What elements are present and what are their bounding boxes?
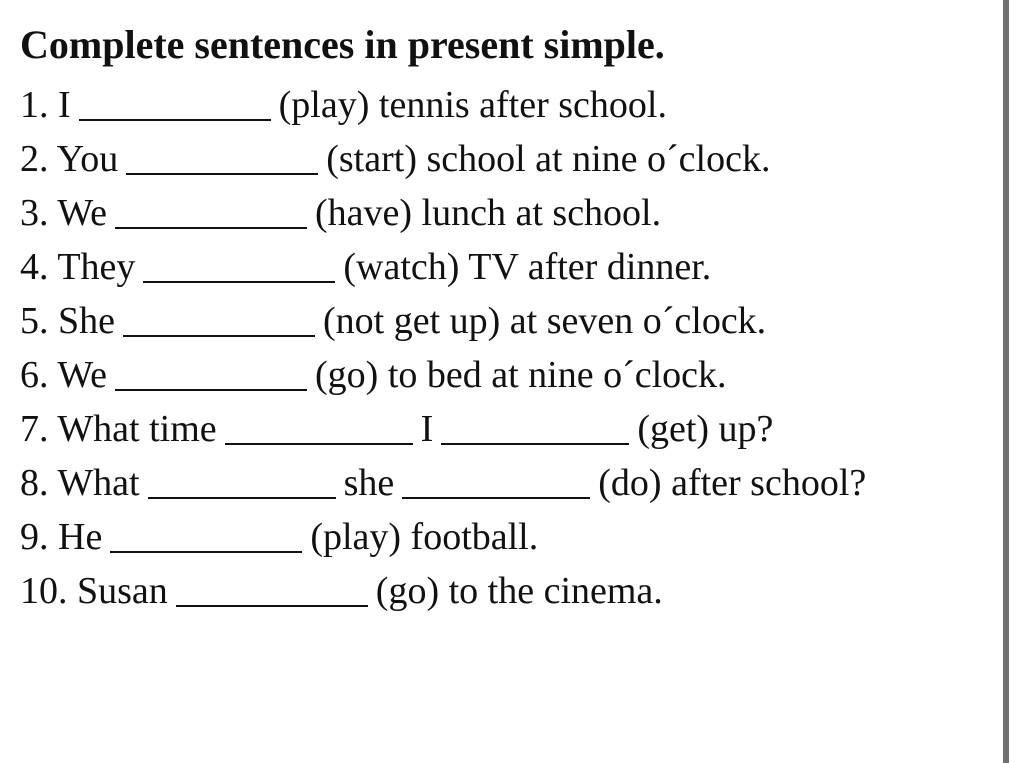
exercise-item-3	[20, 186, 866, 240]
item-subject: she	[343, 462, 395, 504]
exercise-item-5	[20, 294, 866, 348]
answer-blank[interactable]	[148, 497, 336, 499]
answer-blank[interactable]	[115, 389, 307, 391]
item-verb-hint: (play) tennis after school.	[278, 84, 667, 126]
item-prompt: 10. Susan	[20, 570, 168, 612]
item-verb-hint: (watch) TV after dinner.	[343, 246, 712, 288]
page-edge-divider	[1003, 0, 1009, 763]
item-subject: I	[420, 408, 434, 450]
answer-blank[interactable]	[441, 443, 629, 445]
exercise-item-7	[20, 402, 866, 456]
worksheet-title: Complete sentences in present simple.	[20, 22, 665, 67]
item-verb-hint: (do) after school?	[598, 462, 867, 504]
exercise-item-4	[20, 240, 866, 294]
answer-blank[interactable]	[115, 227, 307, 229]
answer-blank[interactable]	[402, 497, 590, 499]
exercise-item-6	[20, 348, 866, 402]
answer-blank[interactable]	[123, 335, 315, 337]
exercise-list	[20, 78, 866, 618]
item-verb-hint: (have) lunch at school.	[315, 192, 662, 234]
item-verb-hint: (get) up?	[637, 408, 774, 450]
answer-blank[interactable]	[143, 281, 335, 283]
answer-blank[interactable]	[79, 119, 271, 121]
answer-blank[interactable]	[176, 605, 368, 607]
item-prompt: 5. She	[20, 300, 115, 342]
item-verb-hint: (play) football.	[310, 516, 539, 558]
item-prompt: 7. What time	[20, 408, 217, 450]
item-verb-hint: (go) to bed at nine o´clock.	[315, 354, 727, 396]
item-prompt: 2. You	[20, 138, 119, 180]
exercise-item-8	[20, 456, 866, 510]
exercise-item-10	[20, 564, 866, 618]
exercise-item-2	[20, 132, 866, 186]
exercise-item-9	[20, 510, 866, 564]
answer-blank[interactable]	[126, 173, 318, 175]
exercise-item-1	[20, 78, 866, 132]
item-prompt: 8. What	[20, 462, 140, 504]
item-prompt: 6. We	[20, 354, 108, 396]
answer-blank[interactable]	[225, 443, 413, 445]
item-verb-hint: (go) to the cinema.	[375, 570, 663, 612]
item-verb-hint: (not get up) at seven o´clock.	[323, 300, 767, 342]
item-prompt: 3. We	[20, 192, 108, 234]
item-prompt: 4. They	[20, 246, 136, 288]
item-prompt: 1. I	[20, 84, 71, 126]
item-verb-hint: (start) school at nine o´clock.	[326, 138, 771, 180]
item-prompt: 9. He	[20, 516, 103, 558]
answer-blank[interactable]	[110, 551, 302, 553]
